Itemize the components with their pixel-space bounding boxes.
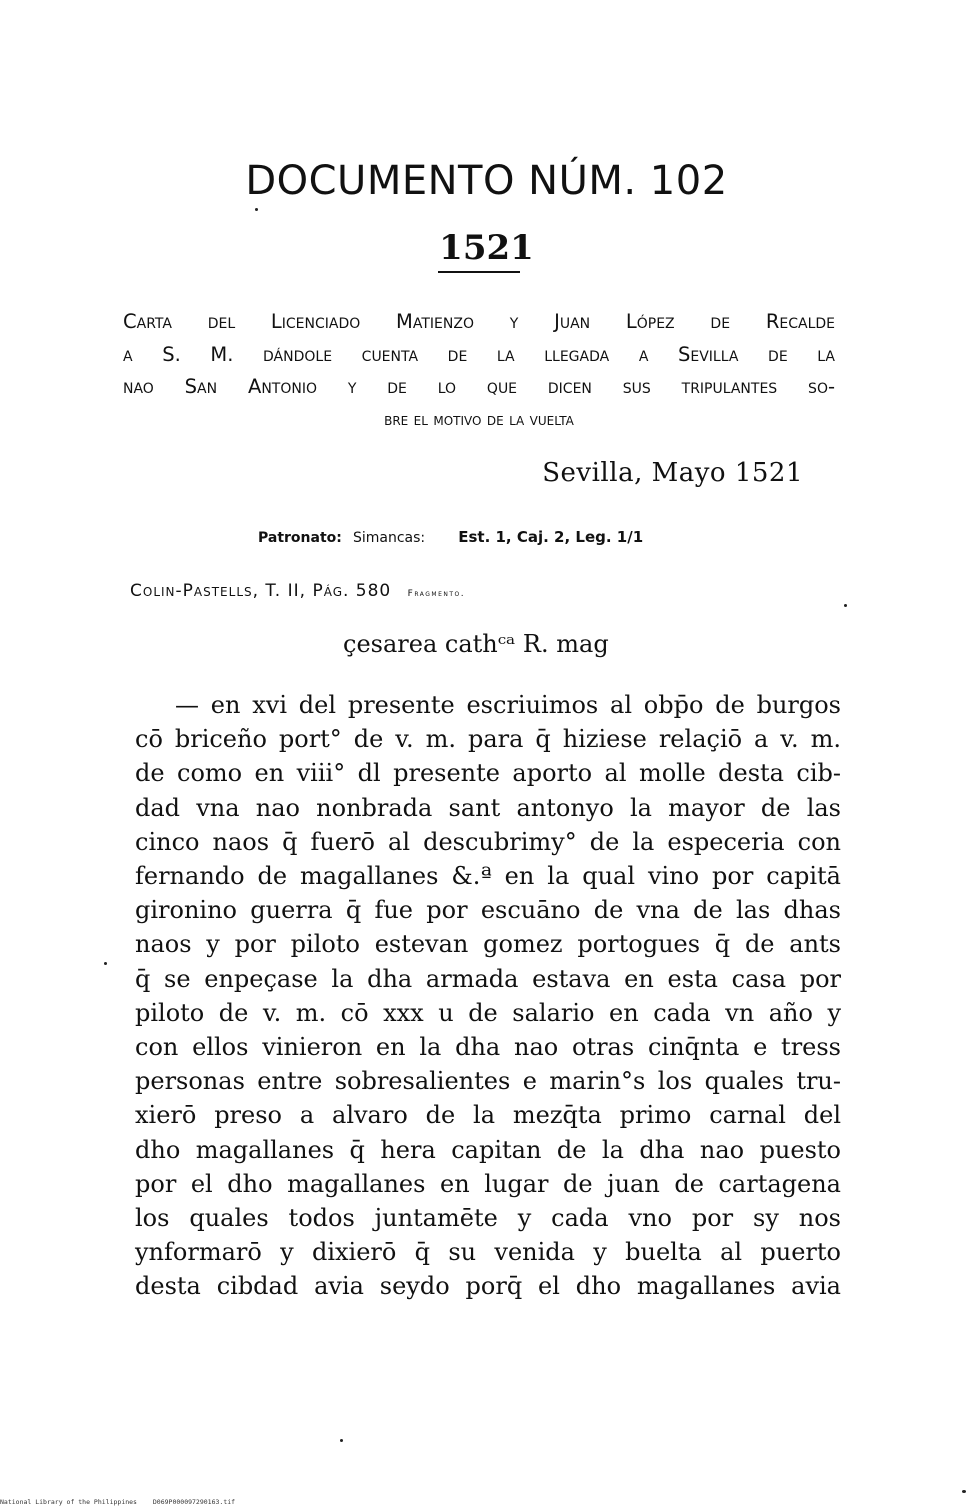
body-line: ynformarō y dixierō q̄ su venida y buelta al puerto [135,1238,841,1267]
body-line: cinco naos q̄ fuerō al descubrimy° de la especeria con [135,827,841,856]
footer-library: National Library of the Philippines [0,1498,137,1506]
archive-place: Simancas: [352,530,426,546]
place-date: Sevilla, Mayo 1521 [542,458,803,488]
body-line: xierō preso a alvaro de la mezq̄ta primo carnal del [135,1101,841,1130]
scan-speck [844,604,847,607]
year-underline [438,271,520,273]
body-line: por el dho magallanes en lugar de juan de cartagena [135,1169,841,1198]
body-line: dho magallanes q̄ hera capitan de la dha nao puesto [135,1135,841,1164]
body-line: los quales todos juntamēte y cada vno por sy nos [135,1204,841,1233]
body-line: cō briceño port° de v. m. para q̄ hiziese relaçiō a v. m. [135,725,841,754]
body-line: fernando de magallanes &.ª en la qual vino por capitā [135,862,841,891]
letter-salutation: çesarea cathᶜᵃ R. mag [343,630,609,658]
source-citation [130,581,465,601]
document-year: 1521 [439,228,534,268]
scan-speck [104,962,107,965]
scan-speck [962,1490,966,1493]
caption-line: nao San Antonio y de lo que dicen sus tripulantes so- [123,375,835,398]
body-line: — en xvi del presente escriuimos al obp̄o de burgos [175,691,841,719]
letter-body [135,688,841,1304]
footer-filename: D069P000097290163.tif [152,1498,236,1506]
caption-line: bre el motivo de la vuelta [384,409,574,430]
body-line: q̄ se enpeçase la dha armada estava en esta casa por [135,964,841,993]
body-line: personas entre sobresalientes e marin°s los quales tru- [135,1067,841,1096]
body-line: con ellos vinieron en la dha nao otras cinq̄nta e tress [135,1033,841,1062]
archive-label: Patronato: [258,530,342,546]
document-title: DOCUMENTO NÚM. 102 [245,158,728,204]
body-line: dad vna nao nonbrada sant antonyo la mayor de las [135,793,841,822]
source-note: Fragmento. [407,589,466,599]
body-line: de como en viii° dl presente aporto al molle desta cib- [135,759,841,788]
scan-footer [0,1498,400,1506]
caption-line: a S. M. dándole cuenta de la llegada a Sevilla de la [123,342,835,366]
body-line: piloto de v. m. cō xxx u de salario en cada vn año y [135,998,841,1027]
scan-speck [340,1439,343,1442]
archive-shelfmark: Est. 1, Caj. 2, Leg. 1/1 [458,528,644,546]
body-line: desta cibdad avia seydo porq̄ el dho magallanes avia [135,1272,841,1301]
body-line: naos y por piloto estevan gomez portogues q̄ de ants [135,930,841,959]
document-caption [123,306,835,436]
source-text: Colin-Pastells, T. II, Pág. 580 [130,581,392,601]
scan-speck [255,208,258,211]
archive-reference [258,527,643,546]
body-line: gironino guerra q̄ fue por escuāno de vna de las dhas [135,896,841,925]
caption-line: Carta del Licenciado Matienzo y Juan López de Recalde [123,310,835,333]
